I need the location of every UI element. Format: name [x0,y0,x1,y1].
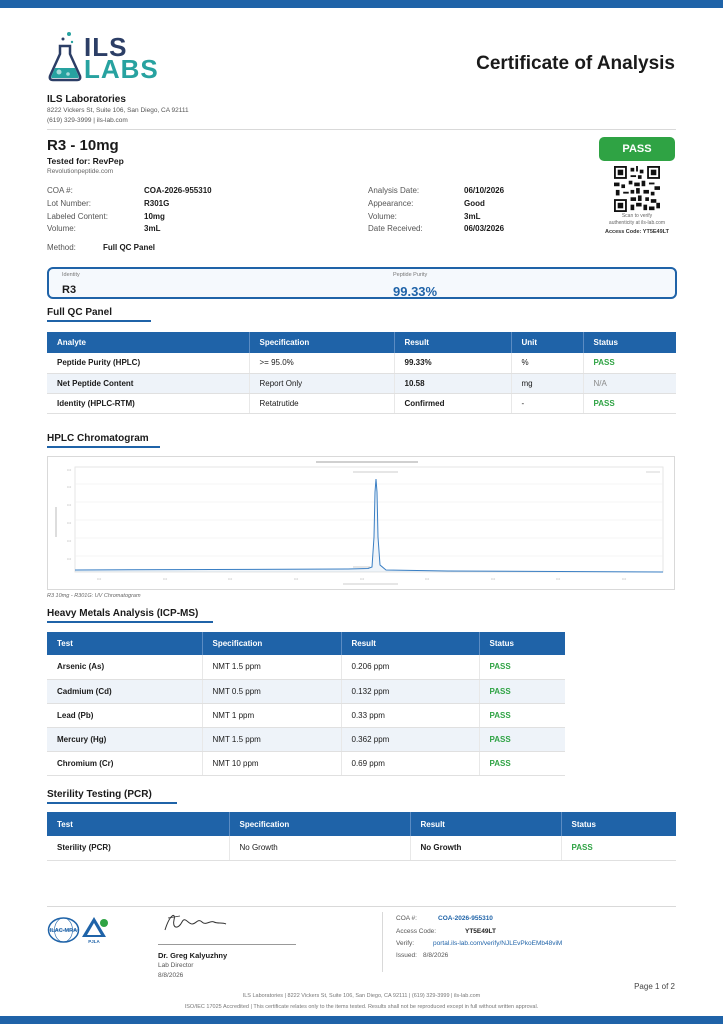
svg-text:0.0: 0.0 [97,577,102,581]
signature-line [158,944,296,945]
svg-text:0.0: 0.0 [67,539,72,543]
cell-status: PASS [583,393,676,413]
cell-unit: mg [511,373,583,393]
cell-unit: - [511,393,583,413]
appearance-label: Appearance: [368,199,414,208]
cell-spec: >= 95.0% [249,353,394,373]
table-row [47,751,565,775]
qc-panel-underline [47,320,151,322]
footer-coa-label: COA #: [396,915,417,922]
lot-number-value: R301G [144,199,170,208]
date-received-label: Date Received: [368,224,423,233]
chromatogram-title: HPLC Chromatogram [47,433,149,444]
col-result: Result [341,632,479,655]
table-row [47,836,676,860]
col-status: Status [583,332,676,353]
col-test: Test [47,812,229,836]
identity-label: Identity [62,272,80,278]
seal2-text: PJLA [88,939,100,944]
purity-value: 99.33% [393,284,438,299]
heavy-metals-table [47,632,565,776]
cell-test: Lead (Pb) [47,703,202,727]
signer-name: Dr. Greg Kalyuzhny [158,951,228,960]
appearance-value: Good [464,199,485,208]
cell-result: Confirmed [394,393,511,413]
footer-verify-label: Verify: [396,940,415,947]
sterility-title: Sterility Testing (PCR) [47,789,152,800]
cell-unit: % [511,353,583,373]
table-header-row [47,332,676,353]
labeled-content-label: Labeled Content: [47,212,108,221]
svg-text:0.0: 0.0 [294,577,299,581]
cell-spec: Retatrutide [249,393,394,413]
logo-text-ils: ILS [84,32,128,62]
chromatogram-plot [48,457,674,589]
heavy-metals-title: Heavy Metals Analysis (ICP-MS) [47,608,199,619]
seal1-text: ILAC-MRA [49,928,78,934]
footer-issued-label: Issued: [396,952,417,959]
qc-panel-table [47,332,676,414]
heavy-metals-underline [47,621,213,623]
lab-contact: (619) 329-3999 | ils-lab.com [47,117,128,124]
pass-badge: PASS [599,137,675,161]
footer-divider [47,906,676,907]
identity-summary-box [47,267,677,299]
svg-text:0.0: 0.0 [622,577,627,581]
sterility-underline [47,802,177,804]
document-title: Certificate of Analysis [476,53,675,74]
table-row [47,703,565,727]
cell-analyte: Net Peptide Content [47,373,249,393]
analysis-date-label: Analysis Date: [368,186,420,195]
table-row [47,353,676,373]
ils-labs-logo [47,30,157,82]
footer-access-label: Access Code: [396,928,437,935]
sterility-table [47,812,676,861]
svg-text:0.0: 0.0 [67,557,72,561]
footer-vertical-divider [382,912,383,972]
volume-value: 3mL [144,224,161,233]
verify-link[interactable]: portal.ils-lab.com/verify/NJLEvPkoEMb48viM [433,940,563,947]
coa-number-label: COA #: [47,186,73,195]
hplc-chromatogram-image [47,456,675,590]
chromatogram-underline [47,446,160,448]
svg-text:0.0: 0.0 [491,577,496,581]
table-row [47,727,565,751]
flask-icon [47,30,83,82]
access-code: Access Code: YT5E49LT [605,229,669,235]
signer-date: 8/8/2026 [158,972,184,979]
method-label: Method: [47,243,76,252]
lot-number-label: Lot Number: [47,199,92,208]
lab-address: 8222 Vickers St, Suite 106, San Diego, CA 92111 [47,107,189,114]
cell-test: Mercury (Hg) [47,727,202,751]
volume-label-right: Volume: [368,212,397,221]
signer-role: Lab Director [158,962,194,969]
cell-spec: NMT 1.5 ppm [202,727,341,751]
footer-access-value: YT5E49LT [465,928,496,935]
table-header-row [47,812,676,836]
cell-result: 99.33% [394,353,511,373]
col-result: Result [410,812,561,836]
pjla-seal-icon [80,915,114,945]
client-site: Revolutionpeptide.com [47,168,114,175]
product-title: R3 - 10mg [47,137,119,154]
col-specification: Specification [229,812,410,836]
cell-result: 0.206 ppm [341,655,479,679]
cell-result: No Growth [410,836,561,860]
divider [47,129,676,130]
table-row [47,679,565,703]
svg-text:0.0: 0.0 [425,577,430,581]
cell-spec: Report Only [249,373,394,393]
date-received-value: 06/03/2026 [464,224,505,233]
cell-status: PASS [479,727,565,751]
tested-for: Tested for: RevPep [47,156,124,166]
labeled-content-value: 10mg [144,212,165,221]
cell-spec: No Growth [229,836,410,860]
svg-text:0.0: 0.0 [67,521,72,525]
cell-test: Cadmium (Cd) [47,679,202,703]
col-specification: Specification [202,632,341,655]
chromatogram-caption: R3 10mg - R301G: UV Chromatogram [47,593,141,599]
cell-status: PASS [479,703,565,727]
cell-analyte: Peptide Purity (HPLC) [47,353,249,373]
table-row [47,655,565,679]
cell-status: N/A [583,373,676,393]
cell-test: Chromium (Cr) [47,751,202,775]
cell-result: 0.33 ppm [341,703,479,727]
footer-contact-line: ILS Laboratories | 8222 Vickers St, Suite 106, San Diego, CA 92111 | (619) 329-3999 | ils-lab.com [242,993,481,999]
volume-label: Volume: [47,224,76,233]
svg-text:0.0: 0.0 [360,577,365,581]
identity-value: R3 [62,284,77,296]
qc-panel-title: Full QC Panel [47,307,113,318]
cell-spec: NMT 0.5 ppm [202,679,341,703]
table-header-row [47,632,565,655]
footer-coa-value: COA-2026-955310 [438,915,493,922]
col-analyte: Analyte [47,332,249,353]
cell-status: PASS [583,353,676,373]
col-test: Test [47,632,202,655]
col-status: Status [561,812,676,836]
table-row [47,373,676,393]
method-value: Full QC Panel [103,243,156,252]
cell-spec: NMT 1 ppm [202,703,341,727]
cell-analyte: Identity (HPLC-RTM) [47,393,249,413]
cell-result: 10.58 [394,373,511,393]
qr-caption [590,213,684,227]
volume-value-right: 3mL [464,212,481,221]
col-result: Result [394,332,511,353]
analysis-date-value: 06/10/2026 [464,186,505,195]
cell-status: PASS [479,679,565,703]
page-number: Page 1 of 2 [634,982,675,991]
svg-text:0.0: 0.0 [67,468,72,472]
col-status: Status [479,632,565,655]
svg-text:0.0: 0.0 [67,485,72,489]
cell-result: 0.362 ppm [341,727,479,751]
svg-text:0.0: 0.0 [67,503,72,507]
svg-text:0.0: 0.0 [163,577,168,581]
col-unit: Unit [511,332,583,353]
qr-caption-line1: Scan to verify [621,213,653,219]
signature-icon [160,910,230,936]
coa-number-value: COA-2026-955310 [144,186,212,195]
cell-result: 0.132 ppm [341,679,479,703]
cell-spec: NMT 1.5 ppm [202,655,341,679]
ilac-mra-seal-icon [47,915,80,945]
lab-name: ILS Laboratories [47,94,126,105]
cell-test: Sterility (PCR) [47,836,229,860]
bottom-accent-bar [0,1016,723,1024]
footer-issued-value: 8/8/2026 [423,952,449,959]
cell-spec: NMT 10 ppm [202,751,341,775]
table-row [47,393,676,413]
qr-code-icon[interactable] [614,166,660,212]
logo-text-labs: LABS [84,54,159,84]
cell-result: 0.69 ppm [341,751,479,775]
cell-status: PASS [561,836,676,860]
cell-status: PASS [479,655,565,679]
footer-disclaimer: ISO/IEC 17025 Accredited | This certificate relates only to the items tested. Results shall not be reproduced except in full without written approval. [184,1004,539,1010]
top-accent-bar [0,0,723,8]
qr-caption-line2: authenticity at ils-lab.com [608,220,666,226]
purity-label: Peptide Purity [393,272,428,278]
svg-text:0.0: 0.0 [556,577,561,581]
svg-text:0.0: 0.0 [228,577,233,581]
cell-test: Arsenic (As) [47,655,202,679]
col-specification: Specification [249,332,394,353]
cell-status: PASS [479,751,565,775]
